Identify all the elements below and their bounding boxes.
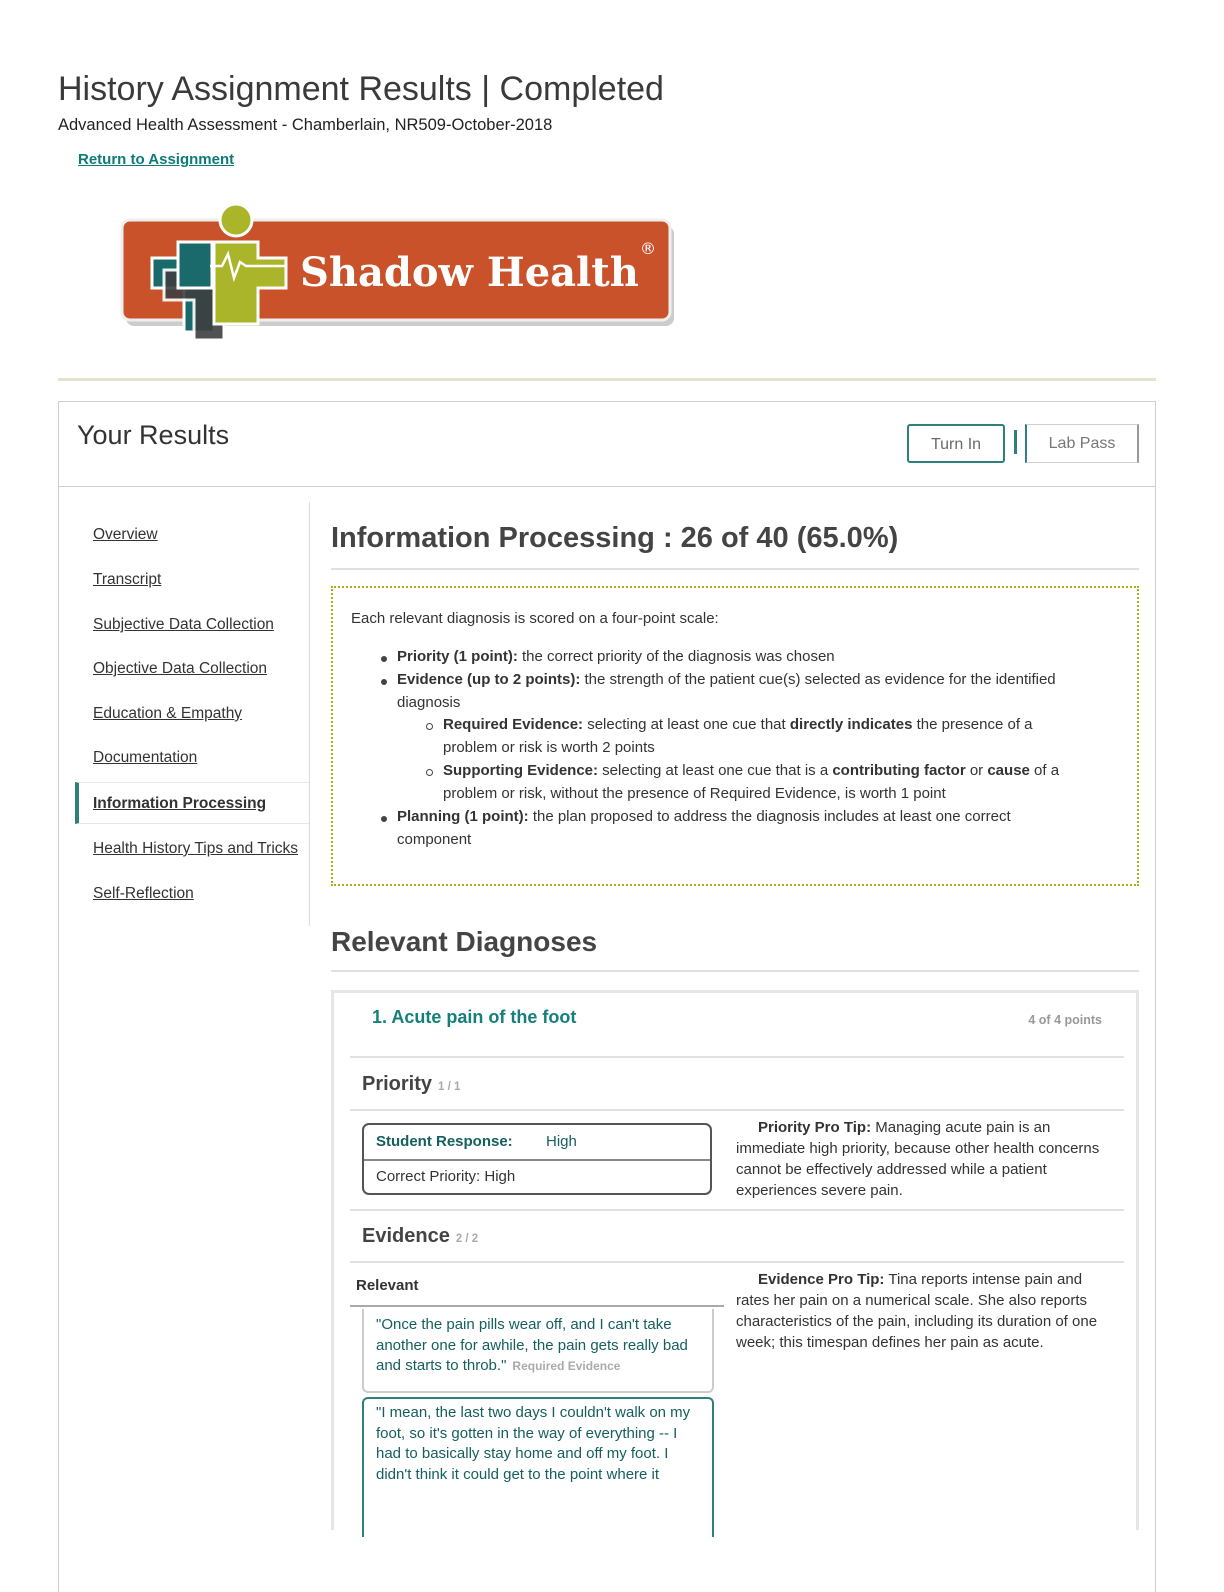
- relevant-diagnoses-heading: Relevant Diagnoses: [331, 926, 598, 957]
- scoring-scale-box: [331, 586, 1139, 886]
- sidebar-item-education-empathy[interactable]: Education & Empathy: [93, 705, 243, 722]
- scale-priority: Priority (1 point): the correct priority of the diagnosis was chosen: [397, 648, 835, 665]
- card-divider: [350, 1056, 1124, 1058]
- sidebar-item-overview[interactable]: Overview: [93, 526, 158, 543]
- card-divider: [350, 1109, 1124, 1111]
- registered-mark: ®: [640, 239, 656, 258]
- card-divider: [350, 1261, 1124, 1263]
- bullet-icon: [381, 816, 387, 822]
- priority-pro-tip: Priority Pro Tip: Managing acute pain is an immediate high priority, because other health concerns cannot be effectively addressed while a patient experiences severe pain.: [736, 1119, 1100, 1199]
- scale-planning-cont: component: [397, 831, 472, 848]
- diagnosis-card: [331, 990, 1139, 1530]
- results-title: Your Results: [77, 420, 230, 450]
- scale-required-cont: problem or risk is worth 2 points: [443, 739, 655, 756]
- sidebar-item-information-processing[interactable]: Information Processing: [93, 795, 267, 812]
- student-response-label: Student Response:: [376, 1133, 513, 1150]
- scale-intro: Each relevant diagnosis is scored on a four-point scale:: [351, 610, 719, 627]
- relevant-diagnoses-rule: [331, 970, 1139, 972]
- sidebar-item-self-reflection[interactable]: Self-Reflection: [93, 885, 194, 902]
- response-divider: [364, 1159, 710, 1161]
- diagnosis-title[interactable]: 1. Acute pain of the foot: [372, 1007, 577, 1027]
- priority-section-title: Priority 1 / 1: [362, 1073, 461, 1095]
- evidence-score: 2 / 2: [455, 1233, 479, 1245]
- sidebar-item-subjective-data[interactable]: Subjective Data Collection: [93, 616, 274, 633]
- turn-in-button[interactable]: Turn In: [907, 424, 1005, 463]
- bullet-icon: [381, 656, 387, 662]
- results-header-divider: [59, 486, 1155, 487]
- sub-bullet-icon: [426, 723, 433, 730]
- sidebar-item-objective-data[interactable]: Objective Data Collection: [93, 660, 268, 677]
- results-sidebar: [75, 502, 310, 926]
- evidence-quote: "I mean, the last two days I couldn't walk on my foot, so it's gotten in the way of everything -- I had to basically stay home and off my foot. I didn't think it could get to the point where it: [362, 1397, 714, 1537]
- scale-supporting-cont: problem or risk, without the presence of Required Evidence, is worth 1 point: [443, 785, 946, 802]
- header-divider: [58, 378, 1156, 381]
- results-panel: [58, 401, 1156, 1592]
- card-divider: [350, 1209, 1124, 1211]
- course-subtitle: Advanced Health Assessment - Chamberlain, NR509-October-2018: [58, 116, 553, 134]
- diagnosis-points: 4 of 4 points: [1028, 1013, 1102, 1027]
- bullet-icon: [381, 679, 387, 685]
- relevant-rule: [350, 1305, 724, 1307]
- page-title: History Assignment Results | Completed: [58, 70, 664, 108]
- scale-supporting: Supporting Evidence: selecting at least one cue that is a contributing factor or cause of a: [443, 762, 1060, 779]
- scale-evidence: Evidence (up to 2 points): the strength of the patient cue(s) selected as evidence for the identified: [397, 671, 1056, 688]
- lab-pass-button[interactable]: Lab Pass: [1025, 424, 1139, 463]
- priority-response-box: [362, 1123, 712, 1195]
- sidebar-item-transcript[interactable]: Transcript: [93, 571, 162, 588]
- section-heading-rule: [331, 568, 1139, 570]
- priority-score: 1 / 1: [438, 1081, 461, 1093]
- evidence-quote: "Once the pain pills wear off, and I can't take another one for awhile, the pain gets really bad and starts to throb." Required Evidence: [362, 1309, 714, 1393]
- sidebar-item-documentation[interactable]: Documentation: [93, 749, 198, 766]
- required-evidence-tag: Required Evidence: [512, 1359, 621, 1373]
- logo-wordmark: Shadow Health: [300, 249, 639, 296]
- relevant-label: Relevant: [356, 1277, 419, 1294]
- button-separator: [1014, 430, 1017, 454]
- evidence-pro-tip: Evidence Pro Tip: Tina reports intense pain and rates her pain on a numerical scale. She also reports characteristics of the pain, including its duration of one week; this timespan defines her pain as acute.: [736, 1271, 1098, 1351]
- scale-evidence-cont: diagnosis: [397, 694, 461, 711]
- scale-planning: Planning (1 point): the plan proposed to address the diagnosis includes at least one correct: [397, 808, 1011, 825]
- student-response-value: High: [546, 1133, 577, 1150]
- return-to-assignment-link[interactable]: Return to Assignment: [78, 151, 235, 168]
- section-heading: Information Processing : 26 of 40 (65.0%): [331, 522, 899, 554]
- sub-bullet-icon: [426, 769, 433, 776]
- scale-required: Required Evidence: selecting at least one cue that directly indicates the presence of a: [443, 716, 1033, 733]
- shadow-health-logo: [118, 198, 678, 346]
- evidence-section-title: Evidence 2 / 2: [362, 1225, 479, 1247]
- sidebar-item-tips-and-tricks[interactable]: Health History Tips and Tricks: [93, 840, 299, 857]
- correct-priority: Correct Priority: High: [376, 1168, 516, 1185]
